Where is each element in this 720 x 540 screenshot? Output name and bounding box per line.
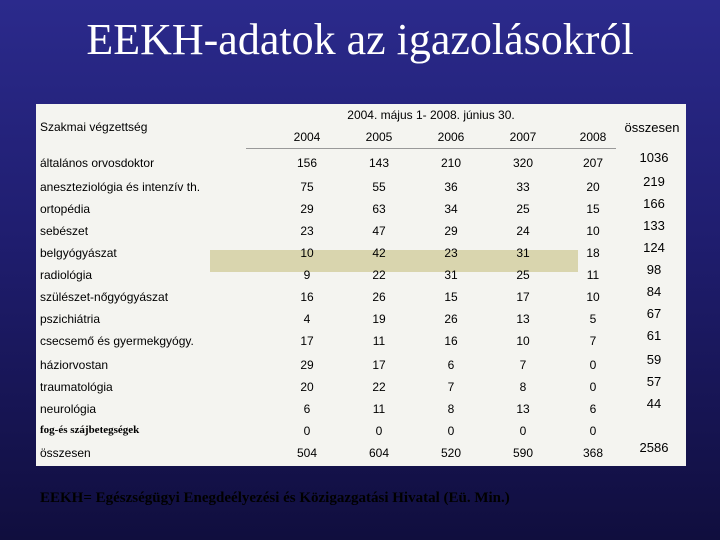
table-row	[36, 376, 686, 398]
cell-value: 143	[368, 156, 390, 170]
cell-value: 47	[372, 224, 386, 238]
row-total: 219	[643, 174, 665, 189]
table-row	[36, 286, 686, 308]
table-row	[36, 176, 686, 198]
cell-value: 0	[303, 424, 311, 438]
cell-value: 9	[303, 268, 311, 282]
cell-value: 23	[300, 224, 314, 238]
row-total: 1036	[639, 150, 669, 165]
cell-value: 20	[586, 180, 600, 194]
year-header: 2006	[437, 130, 465, 144]
year-header: 2004	[293, 130, 321, 144]
row-label: fog-és szájbetegségek	[40, 424, 140, 436]
cell-value: 520	[440, 446, 462, 460]
row-label: neurológia	[40, 402, 97, 416]
row-label: radiológia	[40, 268, 93, 282]
cell-value: 10	[300, 246, 314, 260]
cell-value: 15	[444, 290, 458, 304]
table-row	[36, 442, 686, 464]
row-label: csecsemő és gyermekgyógy.	[40, 334, 194, 348]
cell-value: 8	[519, 380, 527, 394]
cell-value: 0	[589, 358, 597, 372]
footer-note: EEKH= Egészségügyi Enegdeélyezési és Közigazgatási Hivatal (Eü. Min.)	[40, 490, 510, 506]
cell-value: 6	[589, 402, 597, 416]
cell-value: 10	[586, 224, 600, 238]
cell-value: 504	[296, 446, 318, 460]
cell-value: 31	[516, 246, 530, 260]
row-total: 59	[646, 352, 662, 367]
cell-value: 63	[372, 202, 386, 216]
cell-value: 15	[586, 202, 600, 216]
cell-value: 17	[516, 290, 530, 304]
cell-value: 0	[589, 424, 597, 438]
total-header: összesen	[624, 120, 680, 135]
row-label: belgyógyászat	[40, 246, 117, 260]
row-label: általános orvosdoktor	[40, 156, 155, 170]
cell-value: 604	[368, 446, 390, 460]
row-total: 57	[646, 374, 662, 389]
cell-value: 0	[519, 424, 527, 438]
cell-value: 6	[447, 358, 455, 372]
table-row	[36, 242, 686, 264]
table-row	[36, 420, 686, 442]
cell-value: 29	[300, 202, 314, 216]
cell-value: 210	[440, 156, 462, 170]
cell-value: 16	[444, 334, 458, 348]
row-label: háziorvostan	[40, 358, 109, 372]
cell-value: 10	[516, 334, 530, 348]
cell-value: 26	[372, 290, 386, 304]
row-label: ortopédia	[40, 202, 91, 216]
row-total: 166	[643, 196, 665, 211]
cell-value: 7	[589, 334, 597, 348]
cell-value: 17	[300, 334, 314, 348]
cell-value: 75	[300, 180, 314, 194]
cell-value: 17	[372, 358, 386, 372]
row-label: összesen	[40, 446, 91, 460]
row-label: szülészet-nőgyógyászat	[40, 290, 169, 304]
cell-value: 18	[586, 246, 600, 260]
cell-value: 20	[300, 380, 314, 394]
cell-value: 590	[512, 446, 534, 460]
cell-value: 0	[447, 424, 455, 438]
cell-value: 10	[586, 290, 600, 304]
cell-value: 11	[586, 268, 600, 282]
row-total: 133	[643, 218, 665, 233]
row-total: 67	[646, 306, 662, 321]
header-divider	[246, 148, 616, 149]
cell-value: 13	[516, 402, 530, 416]
cell-value: 7	[447, 380, 455, 394]
table-row	[36, 330, 686, 352]
row-total: 98	[646, 262, 662, 277]
cell-value: 13	[516, 312, 530, 326]
cell-value: 25	[516, 202, 530, 216]
header-label: Szakmai végzettség	[40, 120, 148, 134]
cell-value: 320	[512, 156, 534, 170]
cell-value: 36	[444, 180, 458, 194]
cell-value: 26	[444, 312, 458, 326]
table-row	[36, 264, 686, 286]
table-row	[36, 198, 686, 220]
cell-value: 0	[589, 380, 597, 394]
row-label: aneszteziológia és intenzív th.	[40, 180, 201, 194]
cell-value: 16	[300, 290, 314, 304]
row-total: 44	[646, 396, 662, 411]
row-total: 2586	[639, 440, 669, 455]
cell-value: 22	[372, 268, 386, 282]
year-header: 2007	[509, 130, 537, 144]
cell-value: 7	[519, 358, 527, 372]
cell-value: 5	[589, 312, 597, 326]
cell-value: 207	[582, 156, 604, 170]
row-label: pszichiátria	[40, 312, 101, 326]
cell-value: 11	[372, 334, 386, 348]
cell-value: 33	[516, 180, 530, 194]
cell-value: 156	[296, 156, 318, 170]
cell-value: 6	[303, 402, 311, 416]
cell-value: 42	[372, 246, 386, 260]
period-header: 2004. május 1- 2008. június 30.	[347, 108, 515, 122]
table-row	[36, 398, 686, 420]
table-row	[36, 308, 686, 330]
cell-value: 55	[372, 180, 386, 194]
cell-value: 29	[444, 224, 458, 238]
table-row	[36, 152, 686, 174]
row-total: 84	[646, 284, 662, 299]
row-label: sebészet	[40, 224, 89, 238]
cell-value: 34	[444, 202, 458, 216]
row-total: 61	[646, 328, 662, 343]
cell-value: 4	[303, 312, 311, 326]
cell-value: 368	[582, 446, 604, 460]
table-row	[36, 220, 686, 242]
cell-value: 31	[444, 268, 458, 282]
cell-value: 25	[516, 268, 530, 282]
slide-title: EEKH-adatok az igazolásokról	[86, 15, 634, 64]
cell-value: 19	[372, 312, 386, 326]
cell-value: 22	[372, 380, 386, 394]
cell-value: 29	[300, 358, 314, 372]
cell-value: 24	[516, 224, 530, 238]
cell-value: 23	[444, 246, 458, 260]
year-header: 2008	[579, 130, 607, 144]
row-total: 124	[643, 240, 665, 255]
cell-value: 8	[447, 402, 455, 416]
table-row	[36, 354, 686, 376]
cell-value: 11	[372, 402, 386, 416]
year-header: 2005	[365, 130, 393, 144]
row-label: traumatológia	[40, 380, 113, 394]
cell-value: 0	[375, 424, 383, 438]
